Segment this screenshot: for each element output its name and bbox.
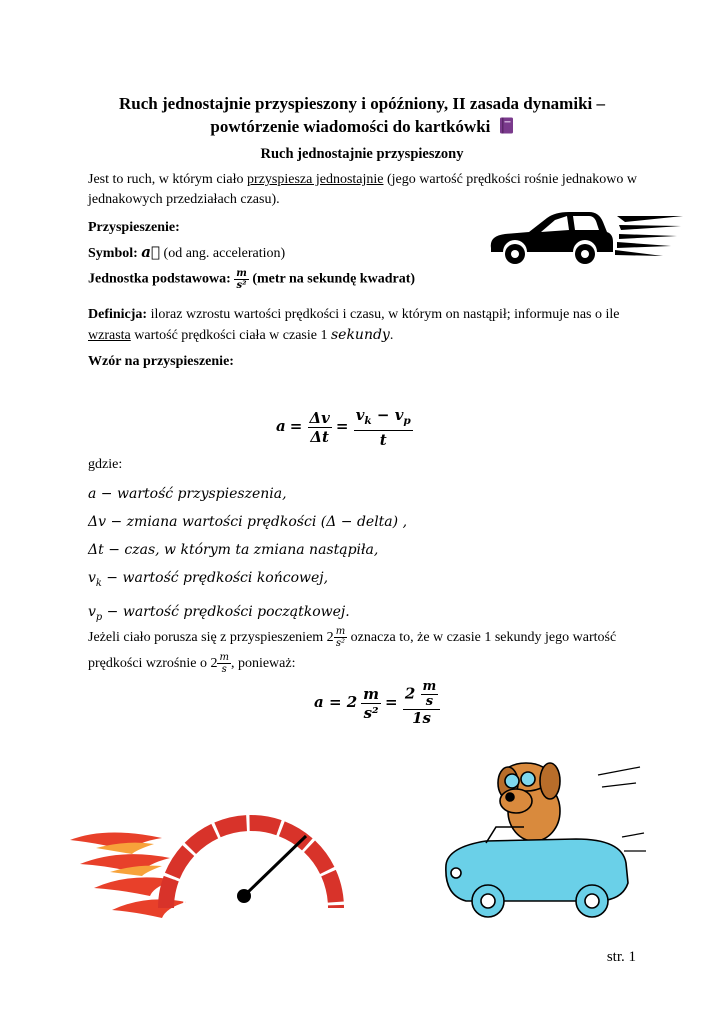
unit-label: Jednostka podstawowa:	[88, 271, 231, 287]
intro-after: (jego wartość prędkości rośnie jednakowo w jednakowych przedziałach czasu).	[88, 172, 637, 207]
title-line-2-text: powtórzenie wiadomości do kartkówki	[210, 117, 491, 136]
example-text-2: oznacza to, że w czasie 1 sekundy jego wartość	[347, 630, 617, 645]
unit-note: (metr na sekundę kwadrat)	[248, 271, 416, 287]
legend-symbol: $v_p$	[88, 603, 103, 623]
example-text-4: , ponieważ:	[230, 656, 296, 671]
where-label: gdzie:	[88, 457, 123, 472]
dog-driving-car-icon	[426, 755, 648, 925]
acceleration-formula: a = $\frac{\Delta v}{\Delta t}$ = $\frac{v_k - v_p}{t}$	[276, 406, 411, 449]
intro-underlined: przyspiesza jednostajnie	[247, 172, 384, 187]
definition-end: .	[389, 328, 394, 343]
accel-heading: Przyspieszenie:	[88, 220, 180, 235]
example-unit-1: $\frac{m}{\text{s²}}$	[335, 626, 346, 650]
legend-text: zmiana wartości prędkości (Δ − delta) ,	[126, 514, 408, 530]
legend-item: $v_p$ − wartość prędkości początkowej.	[88, 603, 350, 623]
symbol-value: a⃗	[141, 243, 161, 261]
legend-item: a − wartość przyspieszenia,	[88, 486, 287, 502]
formula-fraction-1	[308, 409, 332, 446]
formula-num-2: $v_k - v_p$	[354, 406, 413, 431]
definition-text-2: wartość prędkości ciała w czasie 1	[130, 328, 331, 343]
document-title	[0, 92, 724, 138]
example-rhs-den: 1s	[412, 709, 431, 727]
legend-list	[88, 480, 648, 632]
formula-den-1: Δt	[310, 428, 329, 446]
formula-num-1: Δv	[309, 409, 330, 427]
section-title: Ruch jednostajnie przyspieszony	[260, 146, 464, 162]
unit-line	[88, 268, 648, 291]
definition-underlined: wzrasta	[88, 328, 131, 343]
formula-heading: Wzór na przyspieszenie:	[88, 354, 234, 369]
symbol-label: Symbol:	[88, 246, 138, 261]
speedometer-icon	[66, 808, 346, 928]
example-rhs-num: 2	[404, 684, 416, 703]
unit-den: s²	[236, 280, 247, 291]
example-text-3: prędkości wzrośnie o 2	[88, 656, 218, 671]
example-formula: a = 2 $\frac{m}{\text{s²}}$ = 2 $\frac{m}{s}$ 1s	[314, 680, 440, 727]
definition-text-1: iloraz wzrostu wartości prędkości i czasu, w którym on nastąpił; informuje nas o ile	[147, 307, 620, 322]
example-rhs-numerator	[403, 680, 440, 710]
speeding-car-icon	[485, 208, 685, 270]
page-number: str. 1	[606, 949, 636, 965]
symbol-note: (od ang. acceleration)	[160, 246, 286, 261]
definition-paragraph	[88, 305, 648, 346]
book-icon	[499, 117, 514, 134]
example-formula-lhs: a = 2	[314, 693, 358, 712]
legend-item: $v_k$ − wartość prędkości końcowej,	[88, 570, 329, 589]
title-line-2	[0, 115, 724, 138]
formula-lhs: a	[276, 417, 286, 436]
definition-unit: sekundy	[330, 327, 390, 343]
unit-fraction	[234, 268, 249, 291]
example-rhs-fraction	[403, 680, 440, 727]
example-text-1: Jeżeli ciało porusza się z przyspieszeniem 2	[88, 630, 334, 645]
intro-before: Jest to ruch, w którym ciało	[88, 172, 248, 187]
unit-num: m	[236, 268, 247, 279]
legend-text: wartość przyspieszenia,	[117, 486, 287, 502]
legend-text: wartość prędkości początkowej.	[122, 603, 350, 620]
formula-den-2: t	[379, 431, 387, 449]
legend-text: czas, w którym ta zmiana nastąpiła,	[124, 542, 379, 558]
legend-symbol: a	[88, 486, 97, 502]
title-line-1: Ruch jednostajnie przyspieszony i opóźniony, II zasada dynamiki –	[119, 94, 605, 113]
legend-item: Δv − zmiana wartości prędkości (Δ − delta) ,	[88, 514, 408, 530]
example-frac-num: m	[363, 685, 380, 703]
legend-symbol: Δt	[88, 542, 104, 558]
example-unit-2: $\frac{m}{s}$	[219, 652, 229, 676]
intro-paragraph	[88, 170, 648, 210]
legend-item: Δt − czas, w którym ta zmiana nastąpiła,	[88, 542, 379, 558]
legend-text: wartość prędkości końcowej,	[122, 570, 329, 586]
formula-fraction-2	[354, 406, 413, 449]
example-frac-den: s²	[363, 704, 379, 722]
example-rhs-inner-den: s	[425, 694, 434, 709]
legend-symbol: $v_k$	[88, 570, 102, 589]
legend-symbol: Δv	[88, 514, 107, 530]
example-rhs-inner-num: m	[422, 679, 437, 694]
example-paragraph	[88, 625, 648, 677]
definition-label: Definicja:	[88, 307, 148, 322]
